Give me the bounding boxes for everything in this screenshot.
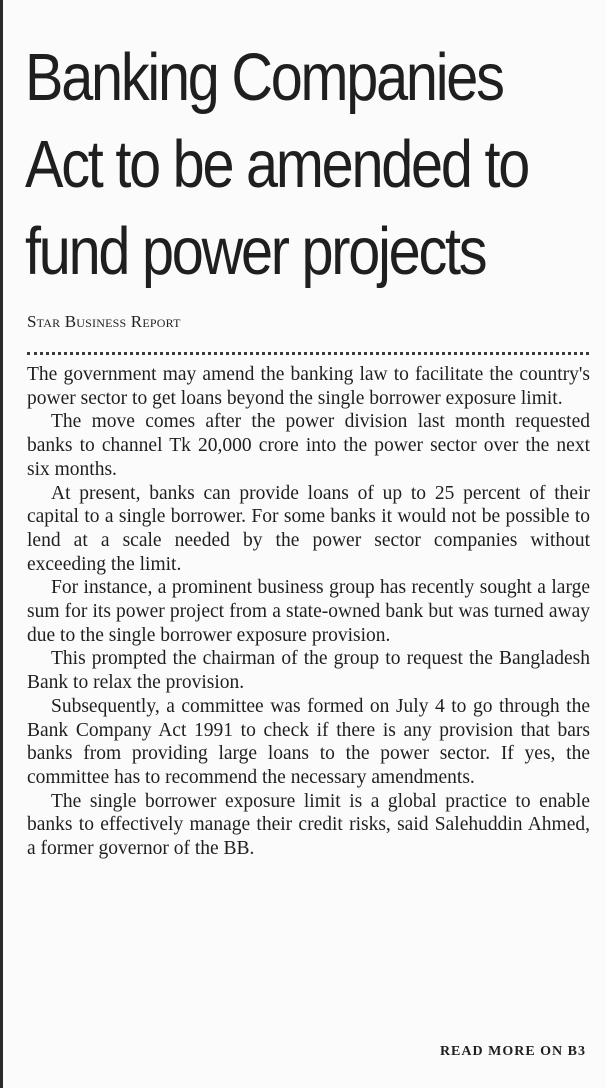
byline: Star Business Report [27,312,181,331]
read-more-link[interactable]: READ MORE ON B3 [439,1044,586,1059]
paragraph-6: Subsequently, a committee was formed on July 4 to go through the Bank Company Act 1991 to check if there is any provision that bars banks from providing large loans to the power sector. If yes, the committee has to recommend the necessary amendments. [27,695,590,788]
paragraph-3: At present, banks can provide loans of up to 25 percent of their capital to a single borrower. For some banks it would not be possible to lend at a scale needed by the power sector companies without exceeding the limit. [27,482,590,575]
article-body [27,363,590,861]
dotted-divider [27,352,589,355]
paragraph-1: The government may amend the banking law to facilitate the country's power sector to get loans beyond the single borrower exposure limit. [27,364,590,409]
headline [25,34,529,295]
headline-line-3: fund power projects [25,214,486,289]
headline-line-2: Act to be amended to [25,127,529,202]
headline-line-1: Banking Companies [25,40,503,115]
paragraph-4: For instance, a prominent business group has recently sought a large sum for its power project from a state-owned bank but was turned away due to the single borrower exposure provision. [27,577,590,646]
paragraph-7: The single borrower exposure limit is a global practice to enable banks to effectively manage their credit risks, said Salehuddin Ahmed, a former governor of the BB. [27,790,590,860]
paragraph-5: This prompted the chairman of the group to request the Bangladesh Bank to relax the provision. [27,648,590,694]
paragraph-2: The move comes after the power division last month requested banks to channel Tk 20,000 crore into the power sector over the next six months. [27,411,590,480]
